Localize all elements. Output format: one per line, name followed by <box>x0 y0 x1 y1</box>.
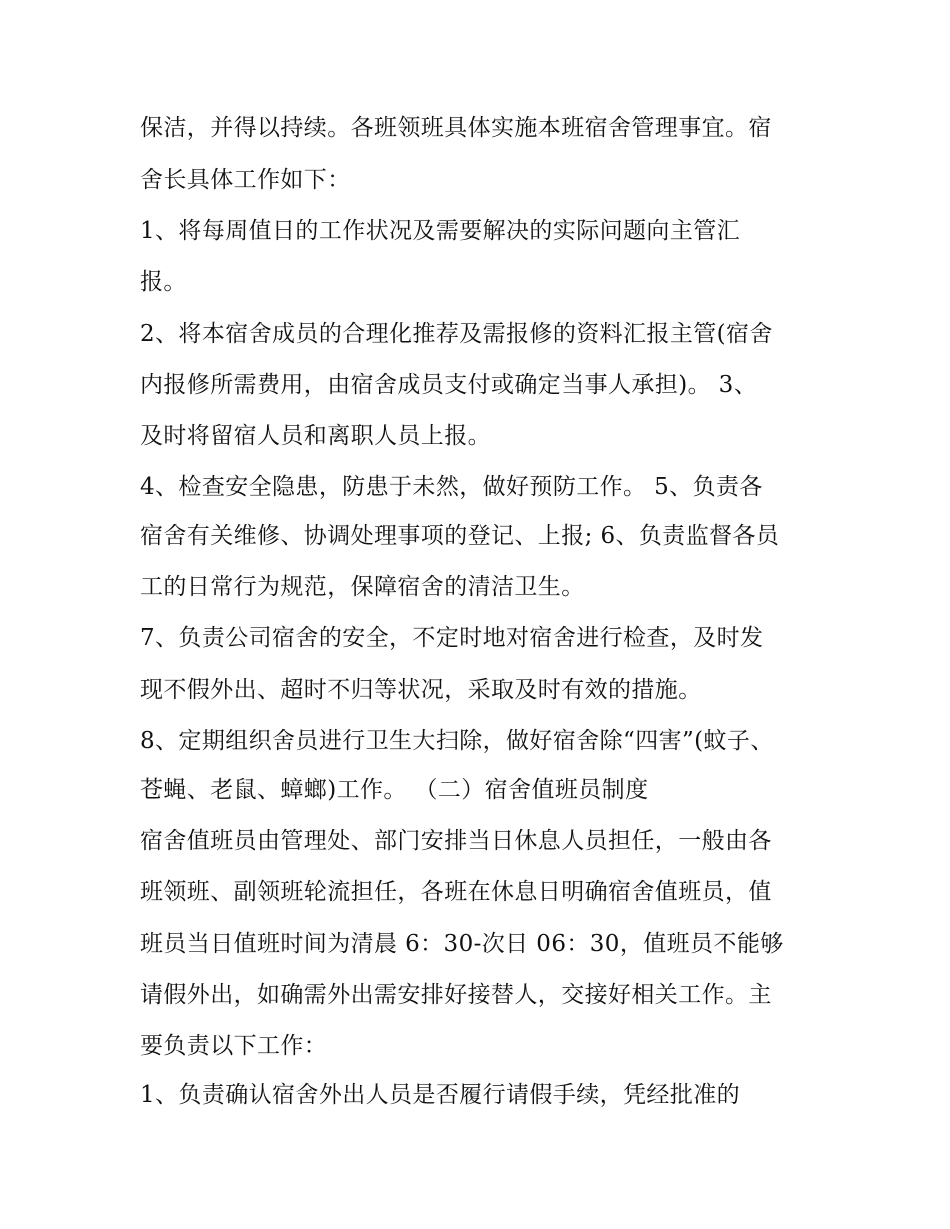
text-line: 及时将留宿人员和离职人员上报。 <box>140 423 491 449</box>
text-line: 4、检查安全隐患，防患于未然，做好预防工作。 5、负责各 <box>140 474 763 500</box>
text-line: 请假外出，如确需外出需安排好接替人，交接好相关工作。主 <box>140 982 772 1008</box>
text-line: 班领班、副领班轮流担任，各班在休息日明确宿舍值班员，值 <box>140 879 772 905</box>
text-line: 班员当日值班时间为清晨 6：30-次日 06：30，值班员不能够 <box>140 931 784 957</box>
text-line: 要负责以下工作： <box>140 1033 328 1059</box>
text-line: 苍蝇、老鼠、蟑螂)工作。 （二）宿舍值班员制度 <box>140 777 649 803</box>
text-line: 8、定期组织舍员进行卫生大扫除，做好宿舍除“四害”(蚊子、 <box>140 728 774 754</box>
text-line: 保洁，并得以持续。各班领班具体实施本班宿舍管理事宜。宿 <box>140 115 772 141</box>
text-line: 报。 <box>140 269 187 295</box>
text-line: 1、将每周值日的工作状况及需要解决的实际问题向主管汇 <box>140 218 741 244</box>
text-line: 2、将本宿舍成员的合理化推荐及需报修的资料汇报主管(宿舍 <box>140 321 773 347</box>
text-line: 7、负责公司宿舍的安全，不定时地对宿舍进行检查，及时发 <box>140 625 764 651</box>
text-line: 1、负责确认宿舍外出人员是否履行请假手续，凭经批准的 <box>140 1082 741 1108</box>
text-line: 宿舍值班员由管理处、部门安排当日休息人员担任，一般由各 <box>140 828 772 854</box>
text-line: 工的日常行为规范，保障宿舍的清洁卫生。 <box>140 574 585 600</box>
text-line: 内报修所需费用，由宿舍成员支付或确定当事人承担)。 3、 <box>140 372 758 398</box>
text-line: 现不假外出、超时不归等状况，采取及时有效的措施。 <box>140 677 702 703</box>
text-line: 宿舍有关维修、协调处理事项的登记、上报; 6、负责监督各员 <box>140 523 780 549</box>
text-line: 舍长具体工作如下： <box>140 167 351 193</box>
